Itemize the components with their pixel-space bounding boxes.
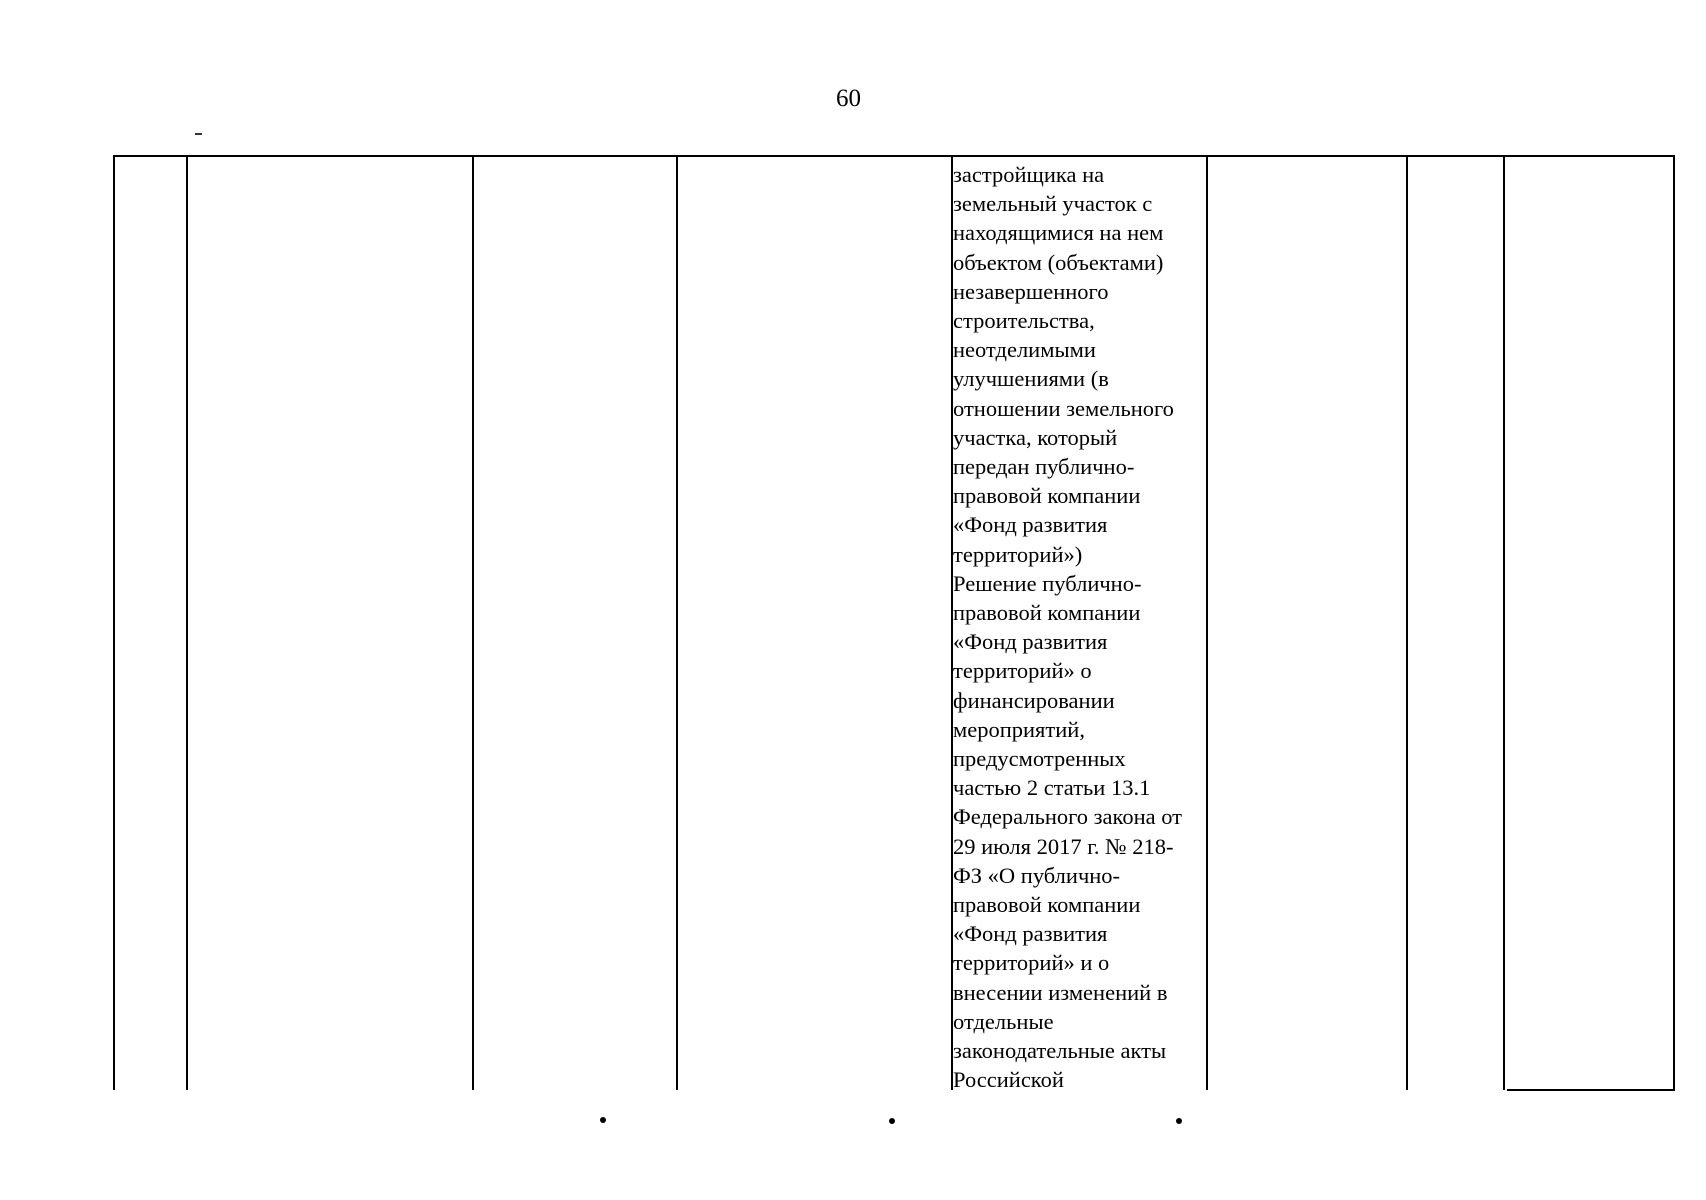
- scan-dash-mark: [195, 133, 202, 135]
- table-cell-text: застройщика на земельный участок с находящимися на нем объектом (объектами) незавершенного строительства, неотделимыми улучшениями (в отношении земельного участка, который передан публично- правовой компании «Фонд развития территорий») Решение публично- правовой компании «Фонд развития территорий» о финансировании мероприятий, предусмотренных частью 2 статьи 13.1 Федерального закона от 29 июля 2017 г. № 218- ФЗ «О публично- правовой компании «Фонд развития территорий» и о внесении изменений в отдельные законодательные акты Российской: [953, 162, 1183, 1093]
- table-last-column-bottom-border: [1507, 1089, 1675, 1091]
- scan-speck: [600, 1117, 606, 1123]
- table-col-line-8: [1503, 155, 1505, 1090]
- scan-speck: [1176, 1118, 1182, 1124]
- scan-speck: [889, 1118, 895, 1124]
- table-col-line-3: [472, 155, 474, 1090]
- table-top-border: [113, 155, 1675, 157]
- table-col-line-2: [186, 155, 188, 1090]
- table-col-line-4: [676, 155, 678, 1090]
- page-number: 60: [836, 85, 861, 112]
- table-col-line-9: [1673, 155, 1675, 1090]
- table-col-line-1: [113, 155, 115, 1090]
- table-col-line-7: [1406, 155, 1408, 1090]
